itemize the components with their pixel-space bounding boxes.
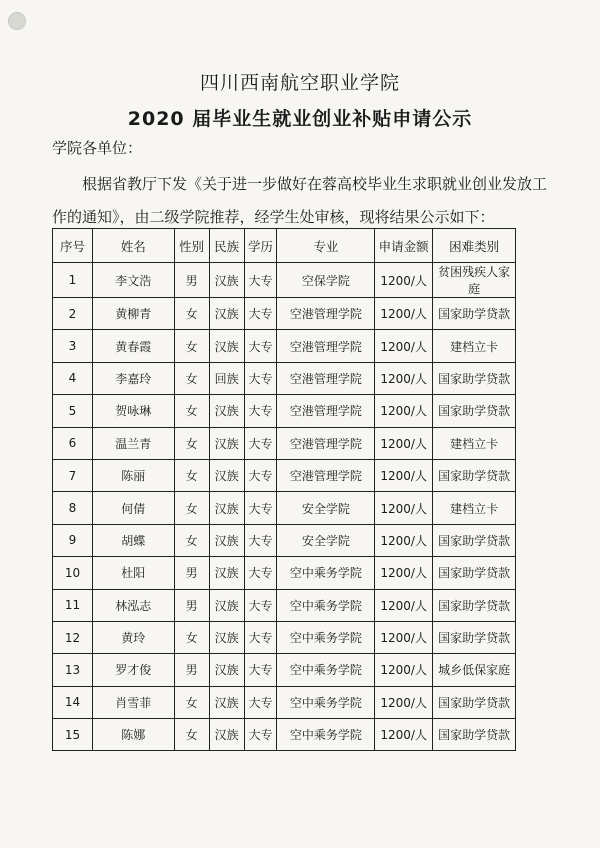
cell-ethnicity: 汉族 bbox=[209, 330, 244, 362]
cell-education: 大专 bbox=[244, 492, 277, 524]
cell-name: 黄玲 bbox=[92, 621, 174, 653]
cell-education: 大专 bbox=[244, 686, 277, 718]
cell-ethnicity: 汉族 bbox=[209, 686, 244, 718]
cell-index: 4 bbox=[53, 362, 93, 394]
cell-ethnicity: 回族 bbox=[209, 362, 244, 394]
cell-hardship: 国家助学贷款 bbox=[433, 589, 516, 621]
cell-name: 杜阳 bbox=[92, 557, 174, 589]
header-amount: 申请金额 bbox=[375, 229, 433, 263]
cell-name: 李嘉玲 bbox=[92, 362, 174, 394]
cell-major: 空中乘务学院 bbox=[277, 557, 375, 589]
cell-amount: 1200/人 bbox=[375, 298, 433, 330]
cell-hardship: 国家助学贷款 bbox=[433, 719, 516, 751]
institution-title: 四川西南航空职业学院 bbox=[199, 72, 400, 94]
cell-gender: 女 bbox=[174, 427, 209, 459]
cell-education: 大专 bbox=[244, 589, 277, 621]
cell-education: 大专 bbox=[244, 524, 277, 556]
cell-major: 空中乘务学院 bbox=[277, 589, 375, 621]
table-header-row bbox=[53, 229, 516, 263]
cell-education: 大专 bbox=[244, 263, 277, 298]
cell-name: 李文浩 bbox=[92, 263, 174, 298]
cell-hardship: 国家助学贷款 bbox=[433, 621, 516, 653]
header-ethnicity: 民族 bbox=[209, 229, 244, 263]
cell-name: 温兰青 bbox=[92, 427, 174, 459]
cell-name: 黄柳青 bbox=[92, 298, 174, 330]
cell-hardship: 国家助学贷款 bbox=[433, 362, 516, 394]
header-name: 姓名 bbox=[92, 229, 174, 263]
cell-major: 安全学院 bbox=[277, 524, 375, 556]
cell-gender: 女 bbox=[174, 395, 209, 427]
recipients-table bbox=[52, 228, 516, 751]
cell-gender: 女 bbox=[174, 719, 209, 751]
cell-name: 林泓志 bbox=[92, 589, 174, 621]
cell-major: 空港管理学院 bbox=[277, 459, 375, 491]
cell-ethnicity: 汉族 bbox=[209, 654, 244, 686]
table-row bbox=[53, 686, 516, 718]
table-row bbox=[53, 330, 516, 362]
table-row bbox=[53, 654, 516, 686]
table-row bbox=[53, 362, 516, 394]
table-row bbox=[53, 395, 516, 427]
cell-gender: 男 bbox=[174, 263, 209, 298]
cell-major: 空保学院 bbox=[277, 263, 375, 298]
cell-index: 12 bbox=[53, 621, 93, 653]
table-row bbox=[53, 557, 516, 589]
cell-amount: 1200/人 bbox=[375, 362, 433, 394]
cell-hardship: 国家助学贷款 bbox=[433, 686, 516, 718]
cell-education: 大专 bbox=[244, 298, 277, 330]
cell-hardship: 国家助学贷款 bbox=[433, 459, 516, 491]
cell-gender: 女 bbox=[174, 621, 209, 653]
cell-education: 大专 bbox=[244, 621, 277, 653]
cell-name: 贺咏琳 bbox=[92, 395, 174, 427]
table-row bbox=[53, 621, 516, 653]
cell-index: 5 bbox=[53, 395, 93, 427]
cell-hardship: 城乡低保家庭 bbox=[433, 654, 516, 686]
cell-ethnicity: 汉族 bbox=[209, 557, 244, 589]
document-title: 2020 届毕业生就业创业补贴申请公示 bbox=[127, 108, 473, 130]
table-row bbox=[53, 589, 516, 621]
cell-ethnicity: 汉族 bbox=[209, 263, 244, 298]
cell-index: 9 bbox=[53, 524, 93, 556]
cell-amount: 1200/人 bbox=[375, 654, 433, 686]
cell-amount: 1200/人 bbox=[375, 621, 433, 653]
cell-major: 空港管理学院 bbox=[277, 362, 375, 394]
cell-education: 大专 bbox=[244, 459, 277, 491]
cell-ethnicity: 汉族 bbox=[209, 719, 244, 751]
cell-amount: 1200/人 bbox=[375, 589, 433, 621]
cell-hardship: 建档立卡 bbox=[433, 330, 516, 362]
cell-major: 空港管理学院 bbox=[277, 330, 375, 362]
header-hardship: 困难类别 bbox=[433, 229, 516, 263]
cell-hardship: 建档立卡 bbox=[433, 492, 516, 524]
cell-ethnicity: 汉族 bbox=[209, 492, 244, 524]
cell-ethnicity: 汉族 bbox=[209, 395, 244, 427]
cell-hardship: 国家助学贷款 bbox=[433, 524, 516, 556]
cell-education: 大专 bbox=[244, 330, 277, 362]
cell-index: 6 bbox=[53, 427, 93, 459]
cell-name: 肖雪菲 bbox=[92, 686, 174, 718]
header-index: 序号 bbox=[53, 229, 93, 263]
cell-amount: 1200/人 bbox=[375, 524, 433, 556]
cell-major: 空中乘务学院 bbox=[277, 686, 375, 718]
cell-gender: 男 bbox=[174, 589, 209, 621]
cell-amount: 1200/人 bbox=[375, 557, 433, 589]
cell-index: 14 bbox=[53, 686, 93, 718]
cell-education: 大专 bbox=[244, 654, 277, 686]
cell-index: 1 bbox=[53, 263, 93, 298]
cell-education: 大专 bbox=[244, 395, 277, 427]
cell-index: 13 bbox=[53, 654, 93, 686]
header-education: 学历 bbox=[244, 229, 277, 263]
table-row bbox=[53, 263, 516, 298]
cell-major: 空港管理学院 bbox=[277, 427, 375, 459]
cell-name: 胡蝶 bbox=[92, 524, 174, 556]
cell-name: 何倩 bbox=[92, 492, 174, 524]
cell-index: 8 bbox=[53, 492, 93, 524]
cell-amount: 1200/人 bbox=[375, 330, 433, 362]
header-gender: 性别 bbox=[174, 229, 209, 263]
cell-index: 7 bbox=[53, 459, 93, 491]
cell-amount: 1200/人 bbox=[375, 263, 433, 298]
cell-major: 安全学院 bbox=[277, 492, 375, 524]
cell-major: 空港管理学院 bbox=[277, 298, 375, 330]
body-paragraph: 根据省教厅下发《关于进一步做好在蓉高校毕业生求职就业创业发放工作的通知》，由二级学院推荐，经学生处审核，现将结果公示如下： bbox=[52, 175, 548, 226]
cell-amount: 1200/人 bbox=[375, 395, 433, 427]
cell-ethnicity: 汉族 bbox=[209, 298, 244, 330]
cell-hardship: 国家助学贷款 bbox=[433, 557, 516, 589]
cell-amount: 1200/人 bbox=[375, 686, 433, 718]
cell-index: 11 bbox=[53, 589, 93, 621]
cell-hardship: 建档立卡 bbox=[433, 427, 516, 459]
cell-index: 15 bbox=[53, 719, 93, 751]
cell-gender: 女 bbox=[174, 686, 209, 718]
cell-gender: 女 bbox=[174, 330, 209, 362]
cell-education: 大专 bbox=[244, 362, 277, 394]
cell-gender: 女 bbox=[174, 459, 209, 491]
cell-index: 10 bbox=[53, 557, 93, 589]
cell-ethnicity: 汉族 bbox=[209, 621, 244, 653]
header-major: 专业 bbox=[277, 229, 375, 263]
cell-amount: 1200/人 bbox=[375, 459, 433, 491]
table-row bbox=[53, 427, 516, 459]
cell-hardship: 国家助学贷款 bbox=[433, 298, 516, 330]
cell-index: 2 bbox=[53, 298, 93, 330]
table-row bbox=[53, 298, 516, 330]
cell-hardship: 贫困残疾人家庭 bbox=[433, 263, 516, 298]
cell-amount: 1200/人 bbox=[375, 492, 433, 524]
cell-gender: 女 bbox=[174, 298, 209, 330]
cell-name: 陈丽 bbox=[92, 459, 174, 491]
punch-hole-mark bbox=[8, 12, 26, 30]
table-body bbox=[53, 263, 516, 751]
cell-gender: 女 bbox=[174, 524, 209, 556]
salutation: 学院各单位： bbox=[52, 139, 143, 157]
cell-name: 罗才俊 bbox=[92, 654, 174, 686]
cell-education: 大专 bbox=[244, 719, 277, 751]
cell-gender: 女 bbox=[174, 362, 209, 394]
cell-ethnicity: 汉族 bbox=[209, 524, 244, 556]
cell-major: 空中乘务学院 bbox=[277, 621, 375, 653]
cell-amount: 1200/人 bbox=[375, 427, 433, 459]
table-row bbox=[53, 524, 516, 556]
cell-gender: 男 bbox=[174, 654, 209, 686]
cell-major: 空港管理学院 bbox=[277, 395, 375, 427]
cell-amount: 1200/人 bbox=[375, 719, 433, 751]
table-row bbox=[53, 492, 516, 524]
cell-name: 黄春霞 bbox=[92, 330, 174, 362]
cell-gender: 男 bbox=[174, 557, 209, 589]
cell-ethnicity: 汉族 bbox=[209, 589, 244, 621]
cell-index: 3 bbox=[53, 330, 93, 362]
cell-major: 空中乘务学院 bbox=[277, 719, 375, 751]
cell-name: 陈娜 bbox=[92, 719, 174, 751]
cell-ethnicity: 汉族 bbox=[209, 427, 244, 459]
cell-education: 大专 bbox=[244, 557, 277, 589]
cell-hardship: 国家助学贷款 bbox=[433, 395, 516, 427]
cell-major: 空中乘务学院 bbox=[277, 654, 375, 686]
table-row bbox=[53, 459, 516, 491]
table-row bbox=[53, 719, 516, 751]
cell-education: 大专 bbox=[244, 427, 277, 459]
cell-ethnicity: 汉族 bbox=[209, 459, 244, 491]
cell-gender: 女 bbox=[174, 492, 209, 524]
